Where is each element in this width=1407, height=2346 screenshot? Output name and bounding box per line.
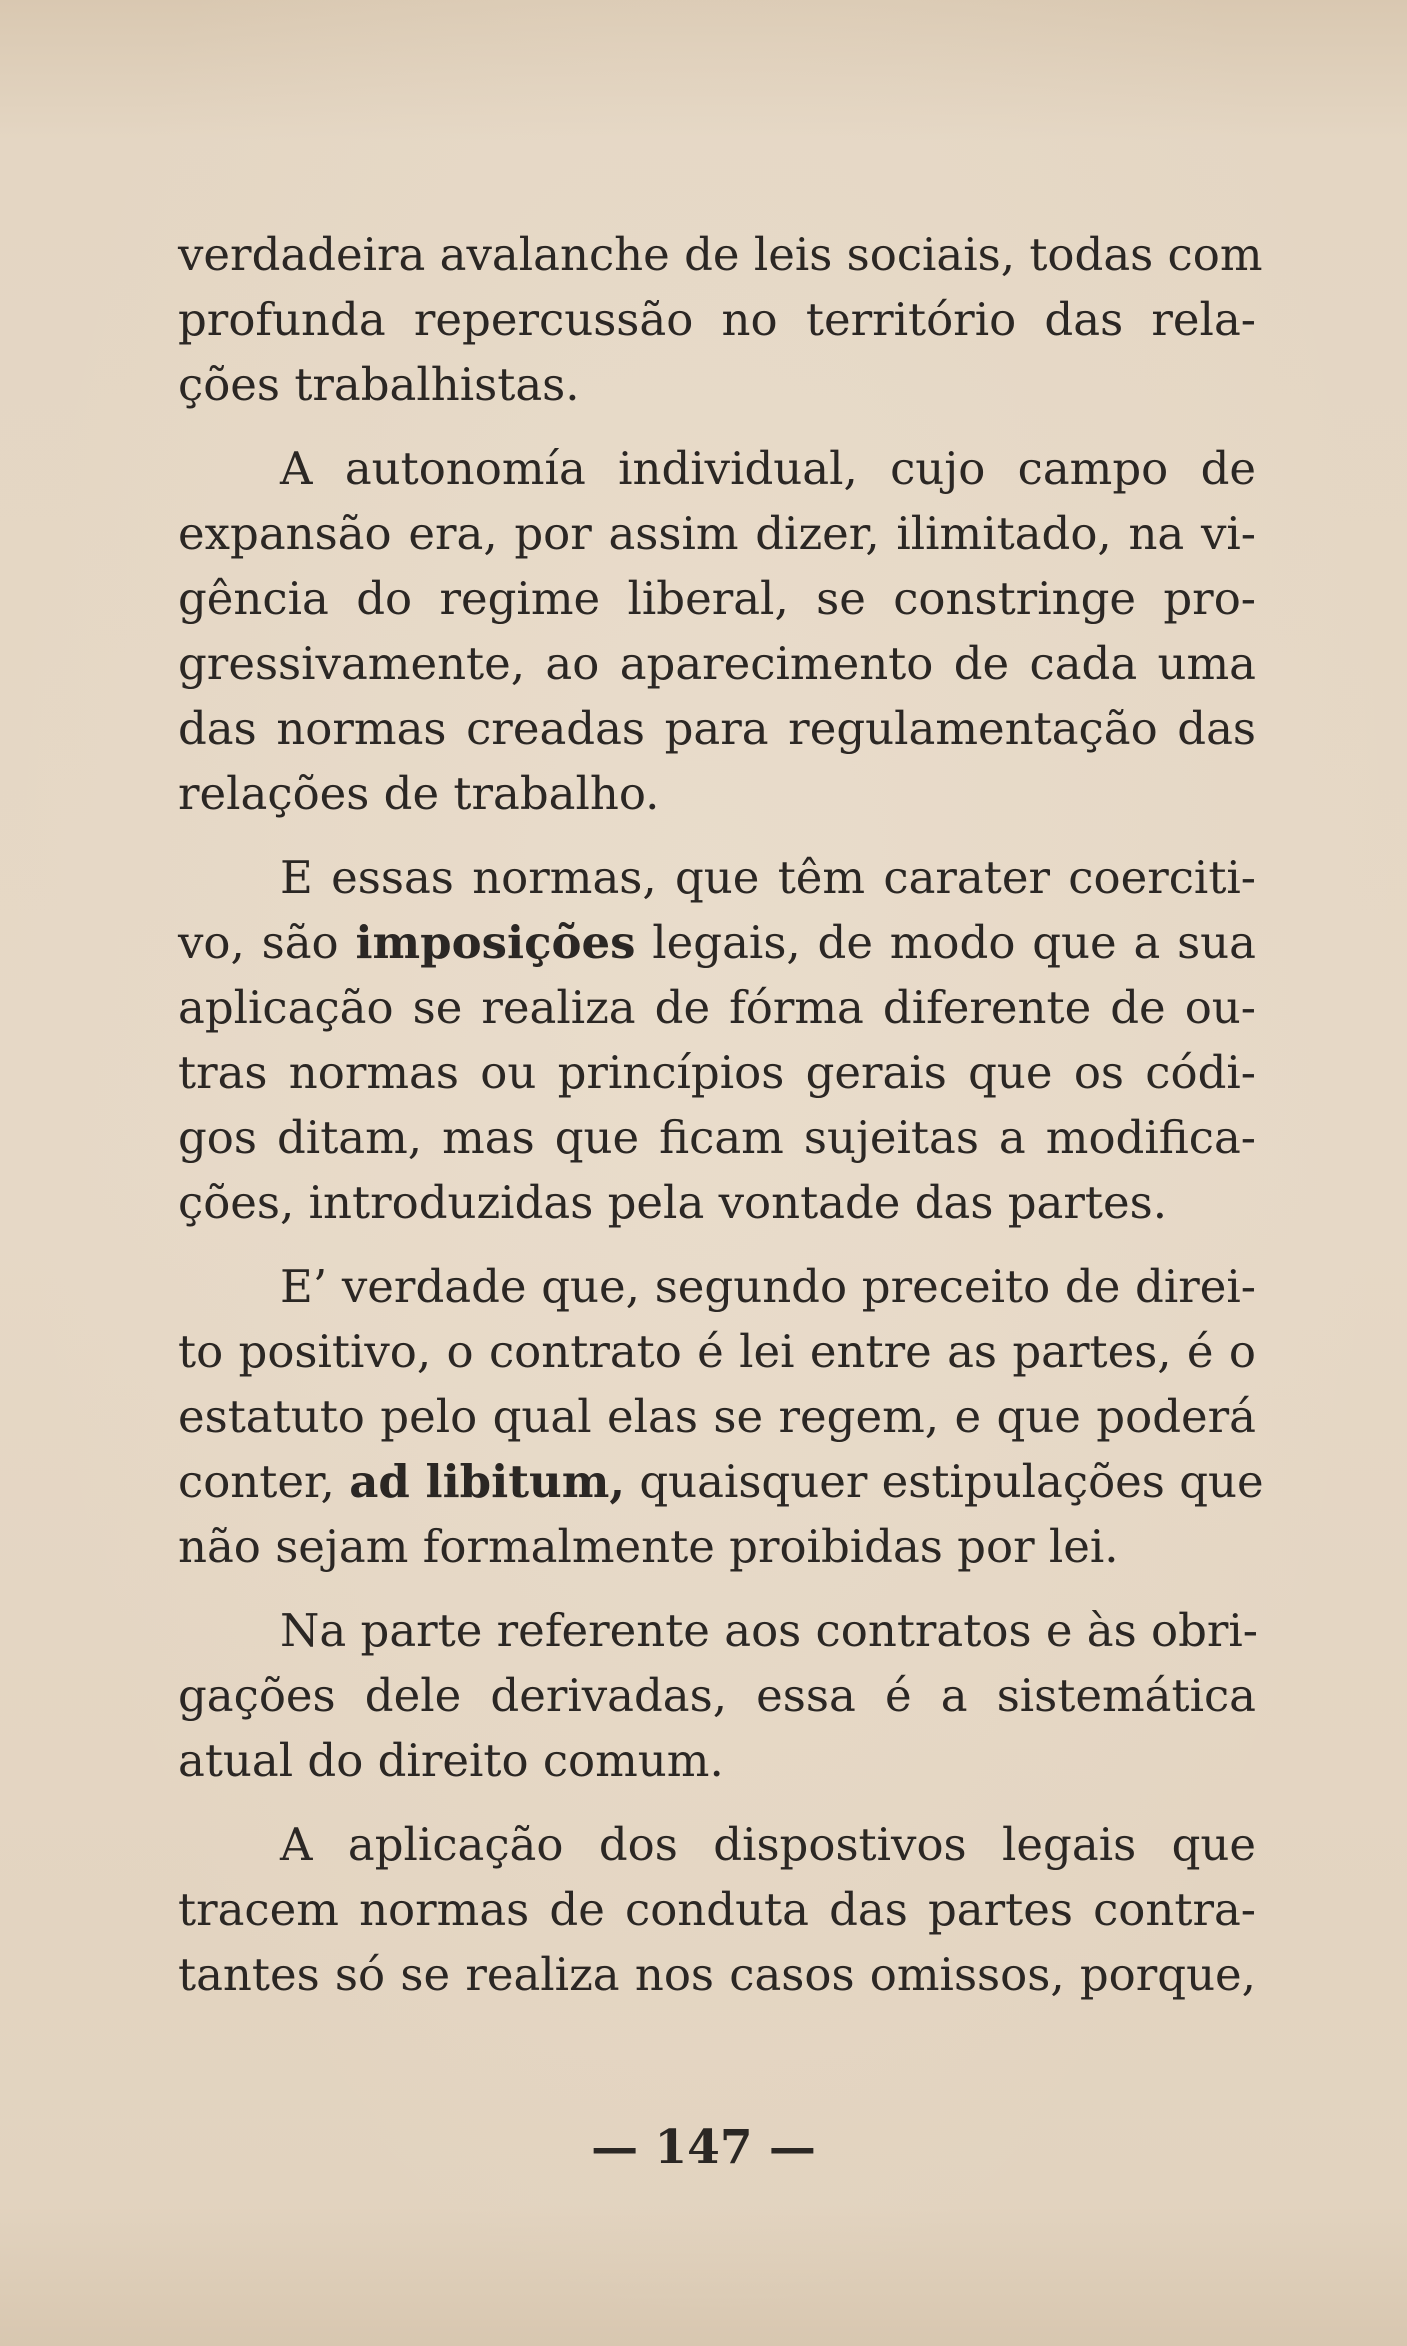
bold-term: ad libitum, <box>349 1455 626 1508</box>
text-line <box>178 910 1256 975</box>
paragraph-gap <box>178 1579 1256 1598</box>
paragraph-5 <box>178 1598 1259 1793</box>
text-line: gações dele derivadas, essa é a sistemática <box>178 1669 1256 1722</box>
paragraph-gap <box>178 1793 1256 1812</box>
body-text <box>178 222 1264 2007</box>
text-line: ções trabalhistas. <box>178 358 580 411</box>
text-line: E essas normas, que têm carater coerciti- <box>280 851 1256 904</box>
text-line: tracem normas de conduta das partes contra- <box>178 1883 1256 1936</box>
text-line: A aplicação dos dispostivos legais que <box>280 1818 1256 1871</box>
text-line: A autonomía individual, cujo campo de <box>280 442 1256 495</box>
page-number: — 147 — <box>591 2120 816 2175</box>
text-line: tantes só se realiza nos casos omissos, porque, <box>178 1948 1256 2001</box>
text-line: gressivamente, ao aparecimento de cada uma <box>178 637 1256 690</box>
text-fragment: conter, <box>178 1455 335 1508</box>
text-line: E’ verdade que, segundo preceito de direi- <box>280 1260 1256 1313</box>
paragraph-2 <box>178 436 1256 826</box>
text-fragment: quaisquer estipulações que <box>639 1455 1264 1508</box>
text-line: aplicação se realiza de fórma diferente de ou- <box>178 981 1256 1034</box>
text-line: gos ditam, mas que ficam sujeitas a modifica- <box>178 1111 1256 1164</box>
bold-term: imposições <box>355 916 636 969</box>
text-line: profunda repercussão no território das rela- <box>178 293 1256 346</box>
paragraph-1 <box>178 222 1263 417</box>
paragraph-gap <box>178 417 1256 436</box>
text-line: Na parte referente aos contratos e às obri- <box>280 1604 1259 1657</box>
text-line: verdadeira avalanche de leis sociais, todas com <box>178 228 1263 281</box>
text-fragment: vo, são <box>178 916 339 969</box>
text-line: atual do direito comum. <box>178 1734 724 1787</box>
text-line: expansão era, por assim dizer, ilimitado, na vi- <box>178 507 1256 560</box>
text-line: to positivo, o contrato é lei entre as partes, é o <box>178 1325 1256 1378</box>
paragraph-gap <box>178 1235 1256 1254</box>
text-line <box>178 1449 1264 1514</box>
text-line: estatuto pelo qual elas se regem, e que poderá <box>178 1390 1256 1443</box>
text-line: ções, introduzidas pela vontade das partes. <box>178 1176 1168 1229</box>
text-line: não sejam formalmente proibidas por lei. <box>178 1520 1119 1573</box>
text-fragment: legais, de modo que a sua <box>652 916 1256 969</box>
paragraph-6 <box>178 1812 1256 2007</box>
paragraph-gap <box>178 826 1256 845</box>
text-line: gência do regime liberal, se constringe pro- <box>178 572 1256 625</box>
text-line: relações de trabalho. <box>178 767 660 820</box>
text-line: das normas creadas para regulamentação das <box>178 702 1256 755</box>
paragraph-3 <box>178 845 1256 1235</box>
text-line: tras normas ou princípios gerais que os códi- <box>178 1046 1256 1099</box>
paragraph-4 <box>178 1254 1264 1579</box>
